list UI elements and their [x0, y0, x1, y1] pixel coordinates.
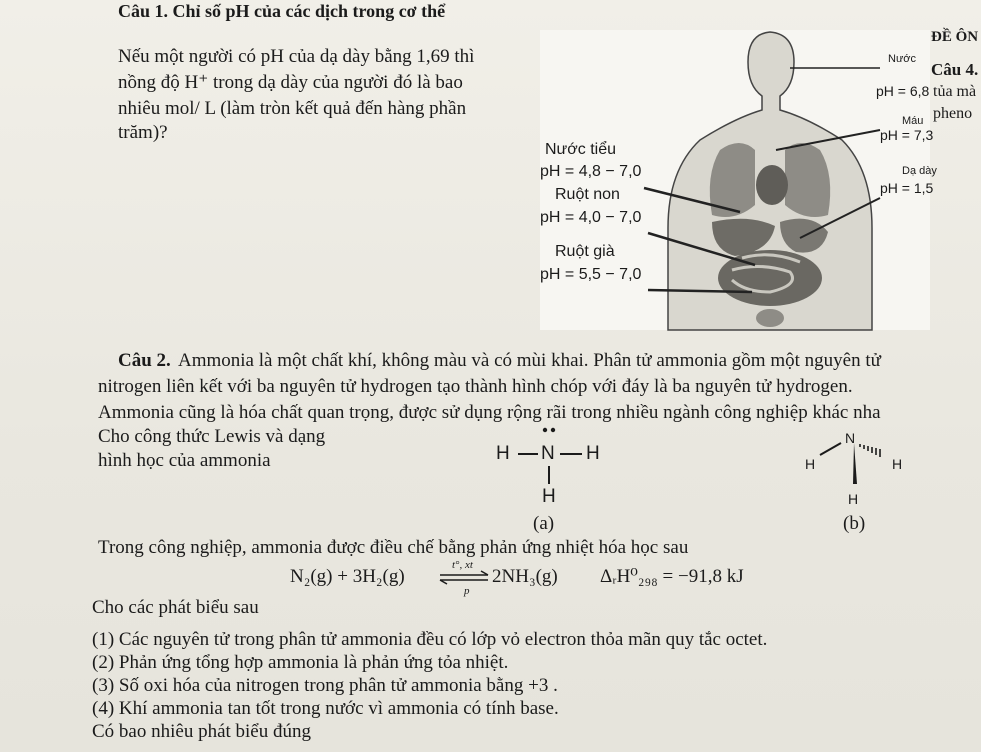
right-question: Câu 4. — [931, 60, 979, 79]
q1-line-3: nhiêu mol/ L (làm tròn kết quả đến hàng phần — [118, 98, 467, 119]
label-stomach: Dạ dày — [902, 165, 937, 177]
lewis-label: (a) — [533, 513, 555, 534]
geometry-label: (b) — [843, 513, 866, 534]
label-urine-ph: pH = 4,8 − 7,0 — [540, 163, 642, 180]
lewis-h-left: H — [496, 443, 510, 464]
geometry-h-left: H — [805, 456, 816, 472]
equation-conditions-top: t°, xt — [452, 559, 473, 571]
label-small-intestine: Ruột non — [555, 186, 620, 203]
geometry-n: N — [845, 430, 856, 446]
lewis-intro-2: hình học của ammonia — [98, 450, 271, 471]
geometry-h-right: H — [892, 456, 903, 472]
equation-enthalpy: ΔᵣH⁰₂₉₈ = −91,8 kJ — [600, 566, 744, 587]
label-blood: Máu — [902, 115, 924, 127]
q2-intro-3: Ammonia cũng là hóa chất quan trọng, được sử dụng rộng rãi trong nhiều ngành công nghiệp khác nha — [98, 402, 881, 423]
equation-conditions-bottom: p — [464, 585, 470, 597]
label-saliva-ph: pH = 6,8 — [876, 83, 930, 99]
q2-intro-1: Ammonia là một chất khí, không màu và có mùi khai. Phân tử ammonia gồm một nguyên tử — [178, 350, 881, 371]
label-large-intestine: Ruột già — [555, 243, 615, 260]
label-stomach-ph: pH = 1,5 — [880, 180, 934, 196]
q2-title: Câu 2. — [118, 350, 171, 371]
equation-reactants: N₂(g) + 3H₂(g) — [290, 566, 405, 587]
lewis-n: N — [541, 443, 555, 464]
statement-2: (2) Phản ứng tổng hợp ammonia là phản ứng tỏa nhiệt. — [92, 652, 509, 673]
q1-line-4: trăm)? — [118, 122, 168, 143]
label-blood-ph: pH = 7,3 — [880, 127, 934, 143]
label-saliva: Nước — [888, 53, 917, 65]
statement-4: (4) Khí ammonia tan tốt trong nước vì ammonia có tính base. — [92, 698, 559, 719]
label-small-intestine-ph: pH = 4,0 − 7,0 — [540, 209, 642, 226]
final-question: Có bao nhiêu phát biểu đúng — [92, 721, 311, 742]
q1-line-1: Nếu một người có pH của dạ dày bằng 1,69 thì — [118, 46, 475, 67]
right-line-2: pheno — [933, 105, 973, 122]
geometry-h-bottom: H — [848, 491, 859, 507]
right-header: ĐỀ ÔN — [931, 29, 979, 45]
statement-3: (3) Số oxi hóa của nitrogen trong phân tử ammonia bằng +3 . — [92, 675, 558, 696]
lewis-h-right: H — [586, 443, 600, 464]
label-urine: Nước tiểu — [545, 141, 616, 158]
statement-1: (1) Các nguyên tử trong phân tử ammonia đều có lớp vỏ electron thỏa mãn quy tắc octet. — [92, 629, 768, 650]
lewis-h-bottom: H — [542, 486, 556, 507]
label-large-intestine-ph: pH = 5,5 − 7,0 — [540, 266, 642, 283]
lewis-intro-1: Cho công thức Lewis và dạng — [98, 426, 326, 447]
q1-line-2: nồng độ H⁺ trong dạ dày của người đó là bao — [118, 72, 463, 93]
industry-line: Trong công nghiệp, ammonia được điều chế bằng phản ứng nhiệt hóa học sau — [98, 537, 689, 558]
q2-intro-2: nitrogen liên kết với ba nguyên tử hydrogen tạo thành hình chóp với đáy là ba nguyên tử hydrogen. — [98, 376, 853, 397]
q1-title: Câu 1. Chỉ số pH của các dịch trong cơ thể — [118, 1, 446, 21]
statements-intro: Cho các phát biểu sau — [92, 597, 259, 618]
right-line-1: tủa mà — [933, 83, 977, 100]
equation-products: 2NH₃(g) — [492, 566, 558, 587]
